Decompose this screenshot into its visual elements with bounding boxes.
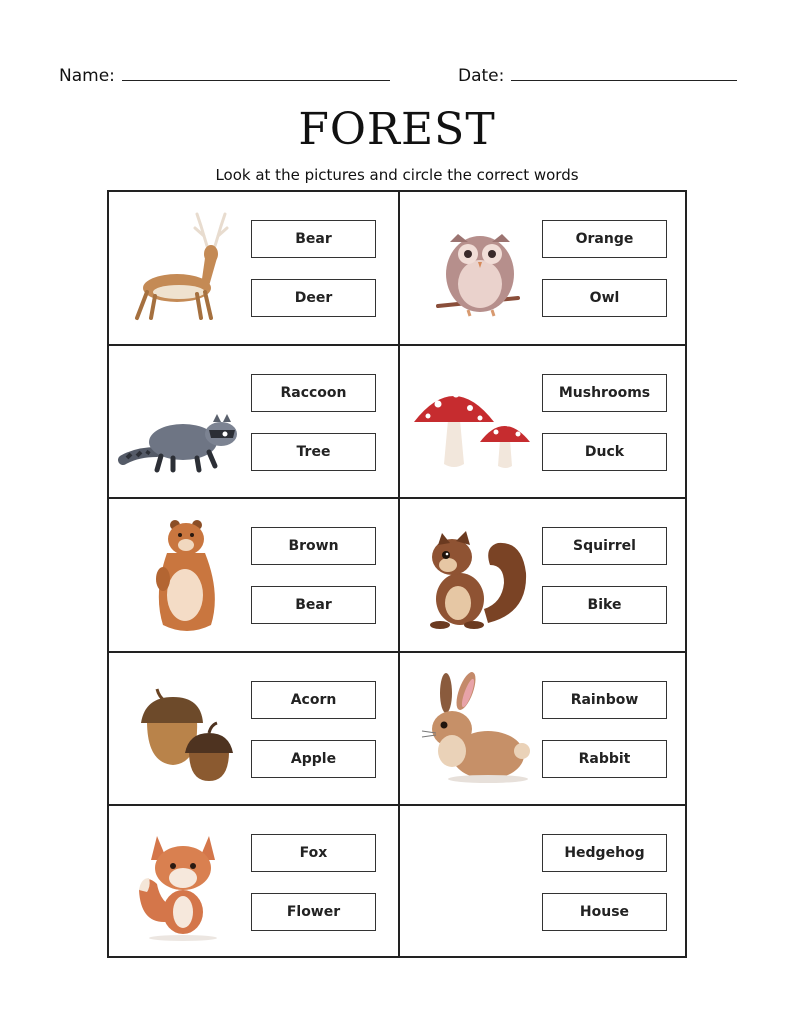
raccoon-icon: [117, 360, 245, 484]
word-option[interactable]: Duck: [542, 433, 667, 471]
name-field[interactable]: [59, 66, 390, 86]
word-option[interactable]: Bear: [251, 586, 376, 624]
worksheet-cell-deer: [109, 192, 397, 344]
word-option[interactable]: Fox: [251, 834, 376, 872]
worksheet-cell-squirrel: [400, 499, 688, 651]
worksheet-cell-rabbit: [400, 653, 688, 805]
squirrel-icon: [408, 513, 536, 637]
page-title: FOREST: [298, 104, 496, 155]
word-option[interactable]: Tree: [251, 433, 376, 471]
deer-icon: [117, 206, 245, 330]
word-option[interactable]: Owl: [542, 279, 667, 317]
worksheet-cell-empty: [400, 806, 688, 958]
worksheet-cell-bear: [109, 499, 397, 651]
word-option[interactable]: Rainbow: [542, 681, 667, 719]
worksheet-grid: [107, 190, 687, 958]
word-option[interactable]: Brown: [251, 527, 376, 565]
word-option[interactable]: Hedgehog: [542, 834, 667, 872]
word-option[interactable]: Apple: [251, 740, 376, 778]
instructions: Look at the pictures and circle the correct words: [215, 166, 579, 184]
worksheet-cell-mushrooms: [400, 346, 688, 498]
word-option[interactable]: Flower: [251, 893, 376, 931]
word-option[interactable]: Acorn: [251, 681, 376, 719]
worksheet-cell-fox: [109, 806, 397, 958]
rabbit-icon: [408, 667, 536, 791]
word-option[interactable]: Bear: [251, 220, 376, 258]
date-field[interactable]: [458, 66, 737, 86]
worksheet-cell-owl: [400, 192, 688, 344]
owl-icon: [408, 206, 536, 330]
worksheet-cell-raccoon: [109, 346, 397, 498]
word-option[interactable]: Squirrel: [542, 527, 667, 565]
date-label: Date:: [458, 66, 505, 86]
mushrooms-icon: [408, 360, 536, 484]
bear-icon: [117, 513, 245, 637]
name-label: Name:: [59, 66, 115, 86]
word-option[interactable]: Rabbit: [542, 740, 667, 778]
fox-icon: [117, 820, 245, 944]
word-option[interactable]: Deer: [251, 279, 376, 317]
name-line[interactable]: [122, 80, 390, 81]
word-option[interactable]: Raccoon: [251, 374, 376, 412]
word-option[interactable]: House: [542, 893, 667, 931]
worksheet-cell-acorn: [109, 653, 397, 805]
word-option[interactable]: Mushrooms: [542, 374, 667, 412]
date-line[interactable]: [511, 80, 737, 81]
word-option[interactable]: Orange: [542, 220, 667, 258]
acorn-icon: [117, 667, 245, 791]
word-option[interactable]: Bike: [542, 586, 667, 624]
